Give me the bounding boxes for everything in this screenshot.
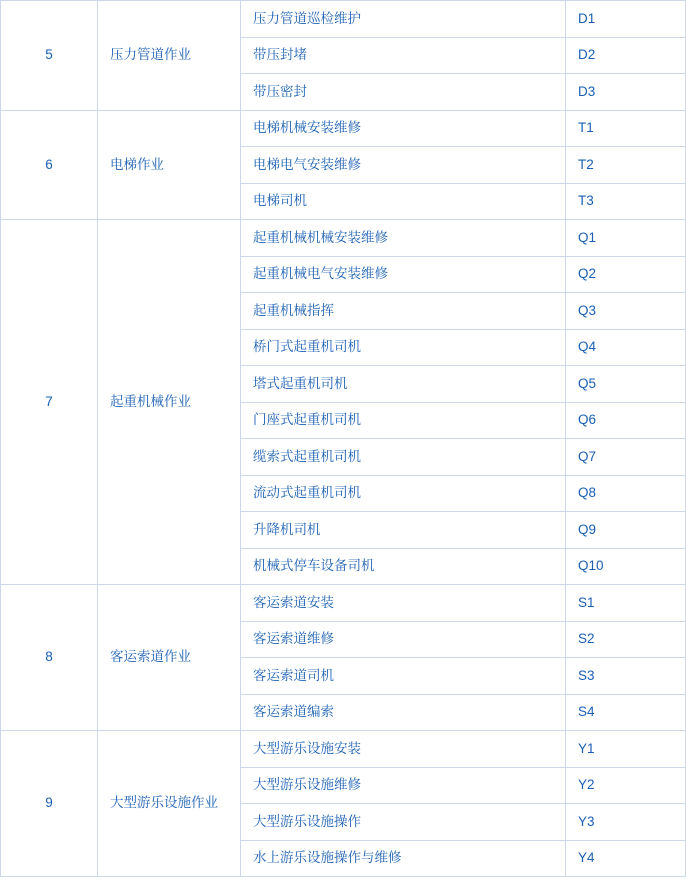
item-cell: 电梯电气安装维修 <box>241 147 566 184</box>
table-row <box>1 1 686 38</box>
code-cell: Y4 <box>566 840 686 877</box>
item-cell: 电梯司机 <box>241 183 566 220</box>
code-cell: Q8 <box>566 475 686 512</box>
code-cell: Y1 <box>566 731 686 768</box>
row-number-cell: 9 <box>1 731 98 877</box>
row-number-cell: 6 <box>1 110 98 220</box>
item-cell: 带压密封 <box>241 74 566 111</box>
item-cell: 客运索道维修 <box>241 621 566 658</box>
row-number-cell: 8 <box>1 585 98 731</box>
table-row <box>1 220 686 257</box>
item-cell: 升降机司机 <box>241 512 566 549</box>
item-cell: 带压封堵 <box>241 37 566 74</box>
item-cell: 起重机械机械安装维修 <box>241 220 566 257</box>
code-cell: Q4 <box>566 329 686 366</box>
item-cell: 压力管道巡检维护 <box>241 1 566 38</box>
row-number-cell: 5 <box>1 1 98 111</box>
code-cell: Q1 <box>566 220 686 257</box>
code-cell: D3 <box>566 74 686 111</box>
table-body <box>1 1 686 877</box>
code-cell: Q10 <box>566 548 686 585</box>
item-cell: 客运索道司机 <box>241 658 566 695</box>
code-cell: T3 <box>566 183 686 220</box>
code-cell: S2 <box>566 621 686 658</box>
code-cell: Q6 <box>566 402 686 439</box>
category-cell: 压力管道作业 <box>98 1 241 111</box>
item-cell: 塔式起重机司机 <box>241 366 566 403</box>
item-cell: 水上游乐设施操作与维修 <box>241 840 566 877</box>
item-cell: 机械式停车设备司机 <box>241 548 566 585</box>
code-cell: Q2 <box>566 256 686 293</box>
code-cell: S1 <box>566 585 686 622</box>
code-cell: D2 <box>566 37 686 74</box>
code-cell: S4 <box>566 694 686 731</box>
item-cell: 客运索道编索 <box>241 694 566 731</box>
item-cell: 大型游乐设施维修 <box>241 767 566 804</box>
item-cell: 桥门式起重机司机 <box>241 329 566 366</box>
code-cell: D1 <box>566 1 686 38</box>
code-cell: Y3 <box>566 804 686 841</box>
item-cell: 大型游乐设施安装 <box>241 731 566 768</box>
category-cell: 客运索道作业 <box>98 585 241 731</box>
code-cell: Y2 <box>566 767 686 804</box>
table-row <box>1 110 686 147</box>
item-cell: 起重机械指挥 <box>241 293 566 330</box>
row-number-cell: 7 <box>1 220 98 585</box>
item-cell: 起重机械电气安装维修 <box>241 256 566 293</box>
item-cell: 门座式起重机司机 <box>241 402 566 439</box>
item-cell: 客运索道安装 <box>241 585 566 622</box>
code-cell: Q7 <box>566 439 686 476</box>
category-cell: 大型游乐设施作业 <box>98 731 241 877</box>
code-cell: S3 <box>566 658 686 695</box>
table-row <box>1 585 686 622</box>
item-cell: 大型游乐设施操作 <box>241 804 566 841</box>
code-cell: T2 <box>566 147 686 184</box>
code-cell: T1 <box>566 110 686 147</box>
code-cell: Q9 <box>566 512 686 549</box>
code-cell: Q5 <box>566 366 686 403</box>
table-row <box>1 731 686 768</box>
category-cell: 起重机械作业 <box>98 220 241 585</box>
item-cell: 缆索式起重机司机 <box>241 439 566 476</box>
item-cell: 电梯机械安装维修 <box>241 110 566 147</box>
item-cell: 流动式起重机司机 <box>241 475 566 512</box>
category-cell: 电梯作业 <box>98 110 241 220</box>
code-cell: Q3 <box>566 293 686 330</box>
